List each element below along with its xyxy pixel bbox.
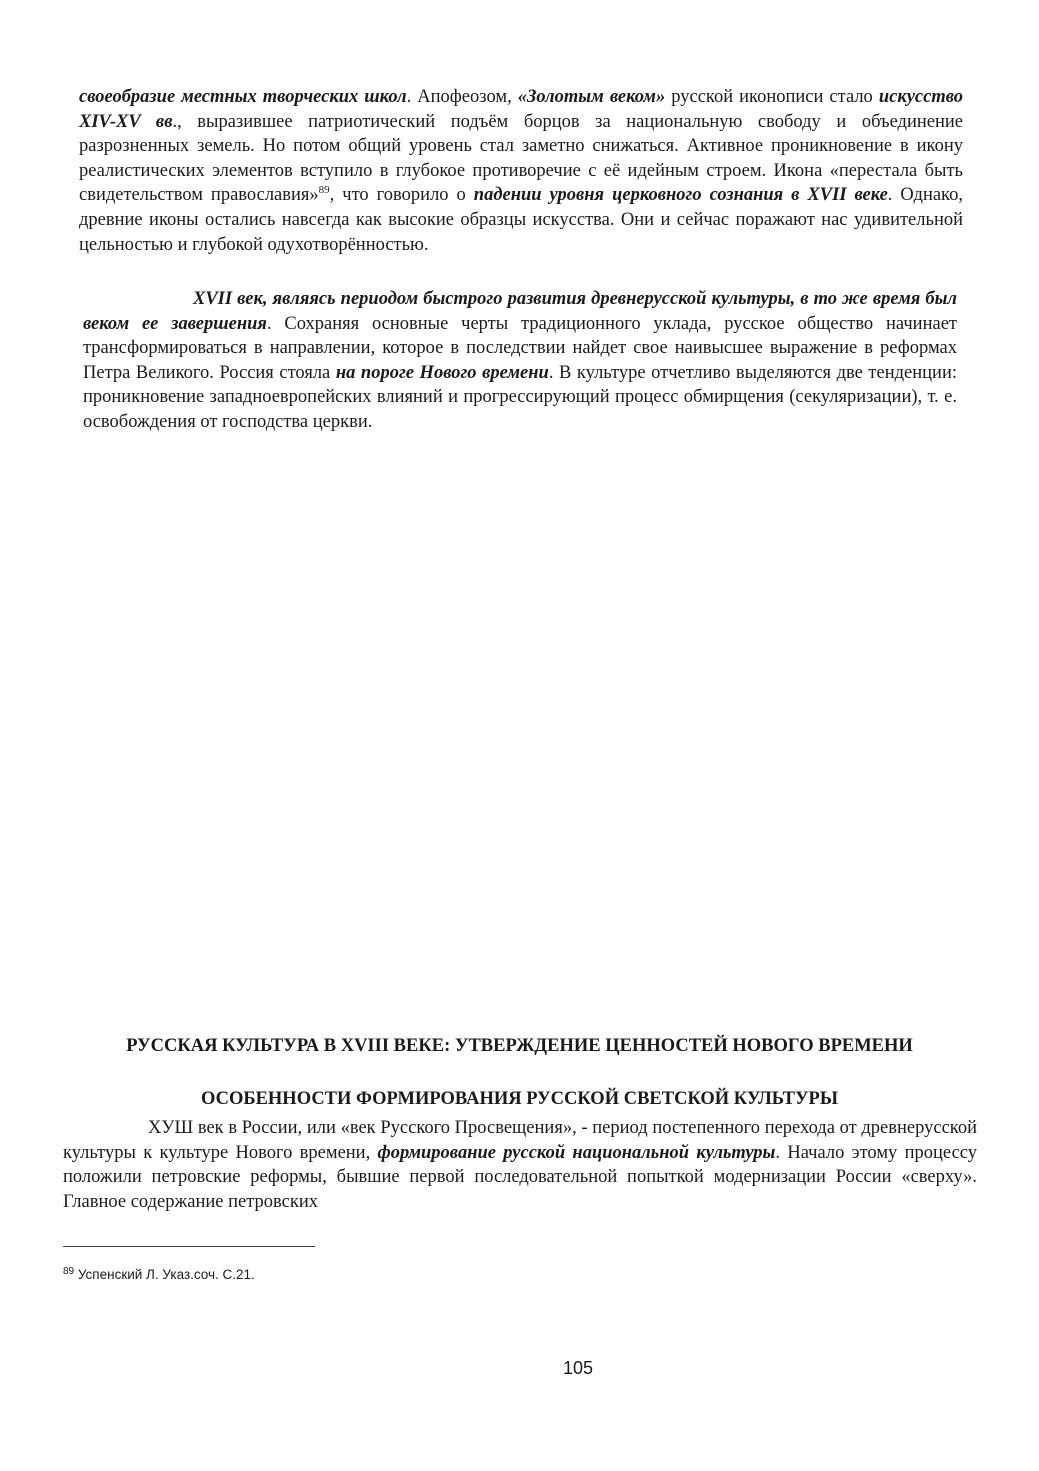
page-number: 105 (562, 1358, 594, 1378)
body-text: ХУШ век в России, или «век Русского Просвещения», - период постепенного перехода от древнерусской культуры к культуре Нового времени, (63, 1118, 977, 1163)
footnote-reference[interactable]: 89 (318, 184, 330, 197)
emphasis-text: формирование русской национальной культуры (377, 1142, 776, 1163)
body-text: , что говорило о (329, 185, 474, 206)
footnote (63, 1266, 255, 1283)
body-text: . Однако, древние иконы остались навсегда как высокие образцы искусства. Они и сейчас поражают нас удивительной цельностью и глубокой одухотворённостью. (79, 185, 963, 255)
paragraph-xvii-century (83, 287, 957, 435)
body-text: . Начало этому процессу положили петровские реформы, бывшие первой последовательной попыткой модернизации России «сверху». Главное содержание петровских (63, 1142, 977, 1212)
paragraph-xviii-century (63, 1116, 977, 1214)
emphasis-text: «Золотым веком» (517, 87, 666, 107)
body-text: ., выразившее патриотический подъём борцов за национальную свободу и объединение разрозненных земель. Но потом общий уровень стал заметно снижаться. Активное проникновение в икону реалистических элементов вступило в глубокое противоречие с её идейным строем. Икона «перестала быть свидетельством православия» (79, 111, 963, 206)
paragraph-icon-painting (79, 85, 963, 257)
body-text: . В культуре отчетливо выделяются две тенденции: проникновение западноевропейских влияний и прогрессирующий процесс обмирщения (секуляризации), т. е. освобождения от господства церкви. (83, 362, 957, 432)
footnote-number: 89 (63, 1266, 75, 1277)
footnote-separator (63, 1246, 315, 1247)
footnote-text: Успенский Л. Указ.соч. С.21. (74, 1267, 255, 1282)
body-text: . Сохраняя основные черты традиционного уклада, русское общество начинает трансформироваться в направлении, которое в последствии найдет свое наивысшее выражение в реформах Петра Великого. Россия стояла (83, 313, 957, 383)
body-text: русской иконописи стало (665, 87, 879, 107)
section-heading: РУССКАЯ КУЛЬТУРА В XVIII ВЕКЕ: УТВЕРЖДЕНИЕ ЦЕННОСТЕЙ НОВОГО ВРЕМЕНИ (126, 1036, 913, 1056)
emphasis-text: падении уровня церковного сознания в XVII веке (473, 185, 888, 206)
emphasis-text: XVII век, являясь периодом быстрого развития древнерусской культуры, в то же время был веком ее завершения (83, 289, 957, 334)
section-subheading: ОСОБЕННОСТИ ФОРМИРОВАНИЯ РУССКОЙ СВЕТСКОЙ КУЛЬТУРЫ (200, 1089, 838, 1109)
body-text: . Апофеозом, (406, 87, 518, 107)
emphasis-text: на пороге Нового времени (335, 362, 549, 383)
emphasis-text: искусство XIV-XV вв (79, 87, 963, 132)
emphasis-text: своеобразие местных творческих школ (79, 87, 407, 107)
